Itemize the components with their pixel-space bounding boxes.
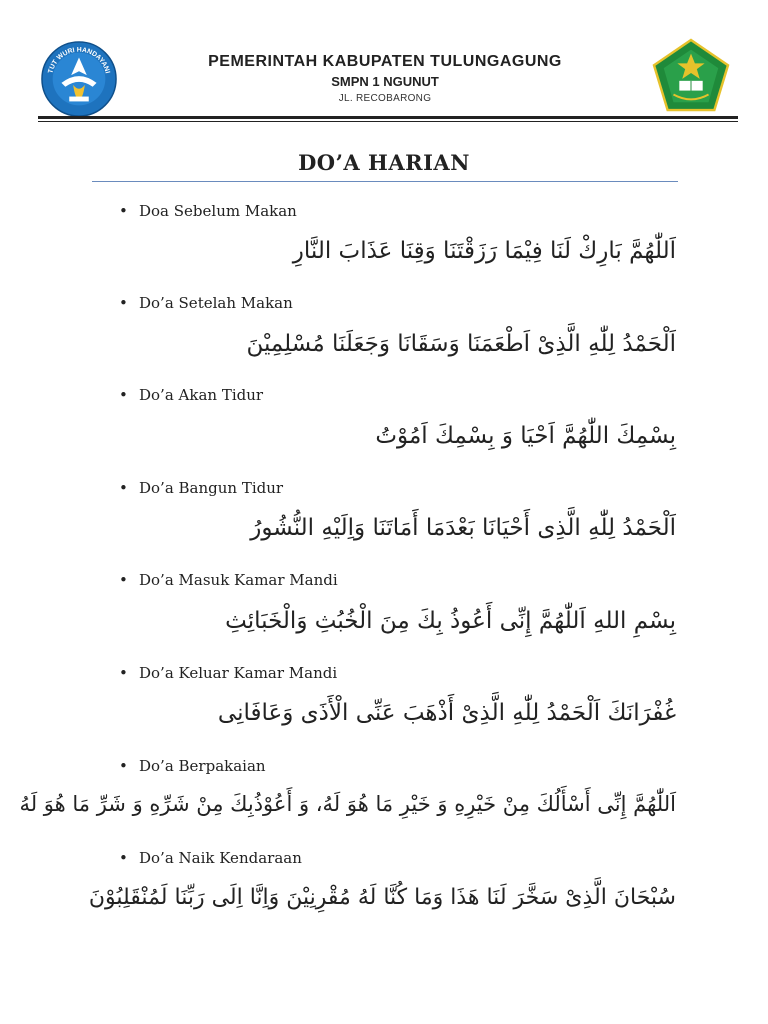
bullet: •	[119, 664, 128, 682]
tut-wuri-handayani-logo	[40, 40, 118, 118]
prayer-label	[119, 849, 302, 867]
left-logo-text: TUT WURI HANDAYANI	[47, 46, 111, 75]
prayer-arabic: اَلْحَمْدُ لِلّٰهِ الَّذِى أَحْيَانَا بَعْدَمَا أَمَاتَنَا وَاِلَيْهِ النُّشُورُ	[250, 515, 676, 541]
prayer-label	[119, 664, 337, 682]
prayer-arabic: اَلْحَمْدُ لِلّٰهِ الَّذِىْ اَطْعَمَنَا وَسَقَانَا وَجَعَلَنَا مُسْلِمِيْنَ	[246, 331, 676, 357]
kemenag-logo	[652, 38, 730, 112]
prayer-label	[119, 202, 297, 220]
letterhead-rule	[38, 116, 738, 119]
school-address: JL. RECOBARONG	[338, 93, 432, 104]
prayer-arabic: بِسْمِ اللهِ اَللّٰهُمَّ إِنِّى أَعُوذُ بِكَ مِنَ الْخُبُثِ وَالْخَبَائِثِ	[225, 608, 676, 634]
page-title: DO’A HARIAN	[298, 150, 470, 175]
bullet: •	[119, 202, 128, 220]
prayer-label	[119, 757, 266, 775]
prayer-label	[119, 386, 263, 404]
prayer-arabic: سُبْحَانَ الَّذِىْ سَخَّرَ لَنَا هَذَا وَمَا كُنَّا لَهُ مُقْرِنِيْنَ وَاِنَّا اِلَى رَبِّنَا لَمُنْقَلِبُوْنَ	[88, 885, 676, 910]
bullet: •	[119, 386, 128, 404]
prayer-arabic: غُفْرَانَكَ اَلْحَمْدُ لِلّٰهِ الَّذِىْ أَذْهَبَ عَنِّى الْأَذَى وَعَافَانِى	[217, 700, 676, 726]
government-name: PEMERINTAH KABUPATEN TULUNGAGUNG	[208, 53, 562, 70]
bullet: •	[119, 849, 128, 867]
prayer-arabic: اَللّٰهُمَّ بَارِكْ لَنَا فِيْمَا رَزَقْتَنَا وَقِنَا عَذَابَ النَّارِ	[292, 238, 676, 264]
prayer-label-text: Do’a Akan Tidur	[139, 386, 264, 404]
bullet: •	[119, 757, 128, 775]
prayer-label-text: Do’a Masuk Kamar Mandi	[139, 571, 338, 589]
prayer-label	[119, 294, 293, 312]
bullet: •	[119, 479, 128, 497]
prayer-arabic: بِسْمِكَ اللّٰهُمَّ اَحْيَا وَ بِسْمِكَ اَمُوْتُ	[375, 423, 676, 449]
letterhead-rule-thin	[38, 121, 738, 122]
bullet: •	[119, 571, 128, 589]
prayer-label-text: Do’a Bangun Tidur	[139, 479, 284, 497]
prayer-label-text: Do’a Keluar Kamar Mandi	[139, 664, 338, 682]
prayer-label-text: Doa Sebelum Makan	[139, 202, 297, 220]
school-name: SMPN 1 NGUNUT	[331, 74, 439, 89]
letterhead	[0, 0, 768, 122]
title-underline	[92, 181, 678, 182]
bullet: •	[119, 294, 128, 312]
prayer-label-text: Do’a Naik Kendaraan	[139, 849, 302, 867]
prayer-label	[119, 571, 338, 589]
prayer-label-text: Do’a Berpakaian	[139, 757, 266, 775]
prayer-arabic: اَللّٰهُمَّ إِنِّى أَسْأَلُكَ مِنْ خَيْرِهِ وَ خَيْرِ مَا هُوَ لَهُ، وَ أَعُوْذُبِكَ مِنْ شَرِّهِ وَ شَرِّ مَا هُوَ لَهُ	[19, 792, 676, 816]
prayer-label	[119, 479, 283, 497]
prayer-label-text: Do’a Setelah Makan	[139, 294, 293, 312]
